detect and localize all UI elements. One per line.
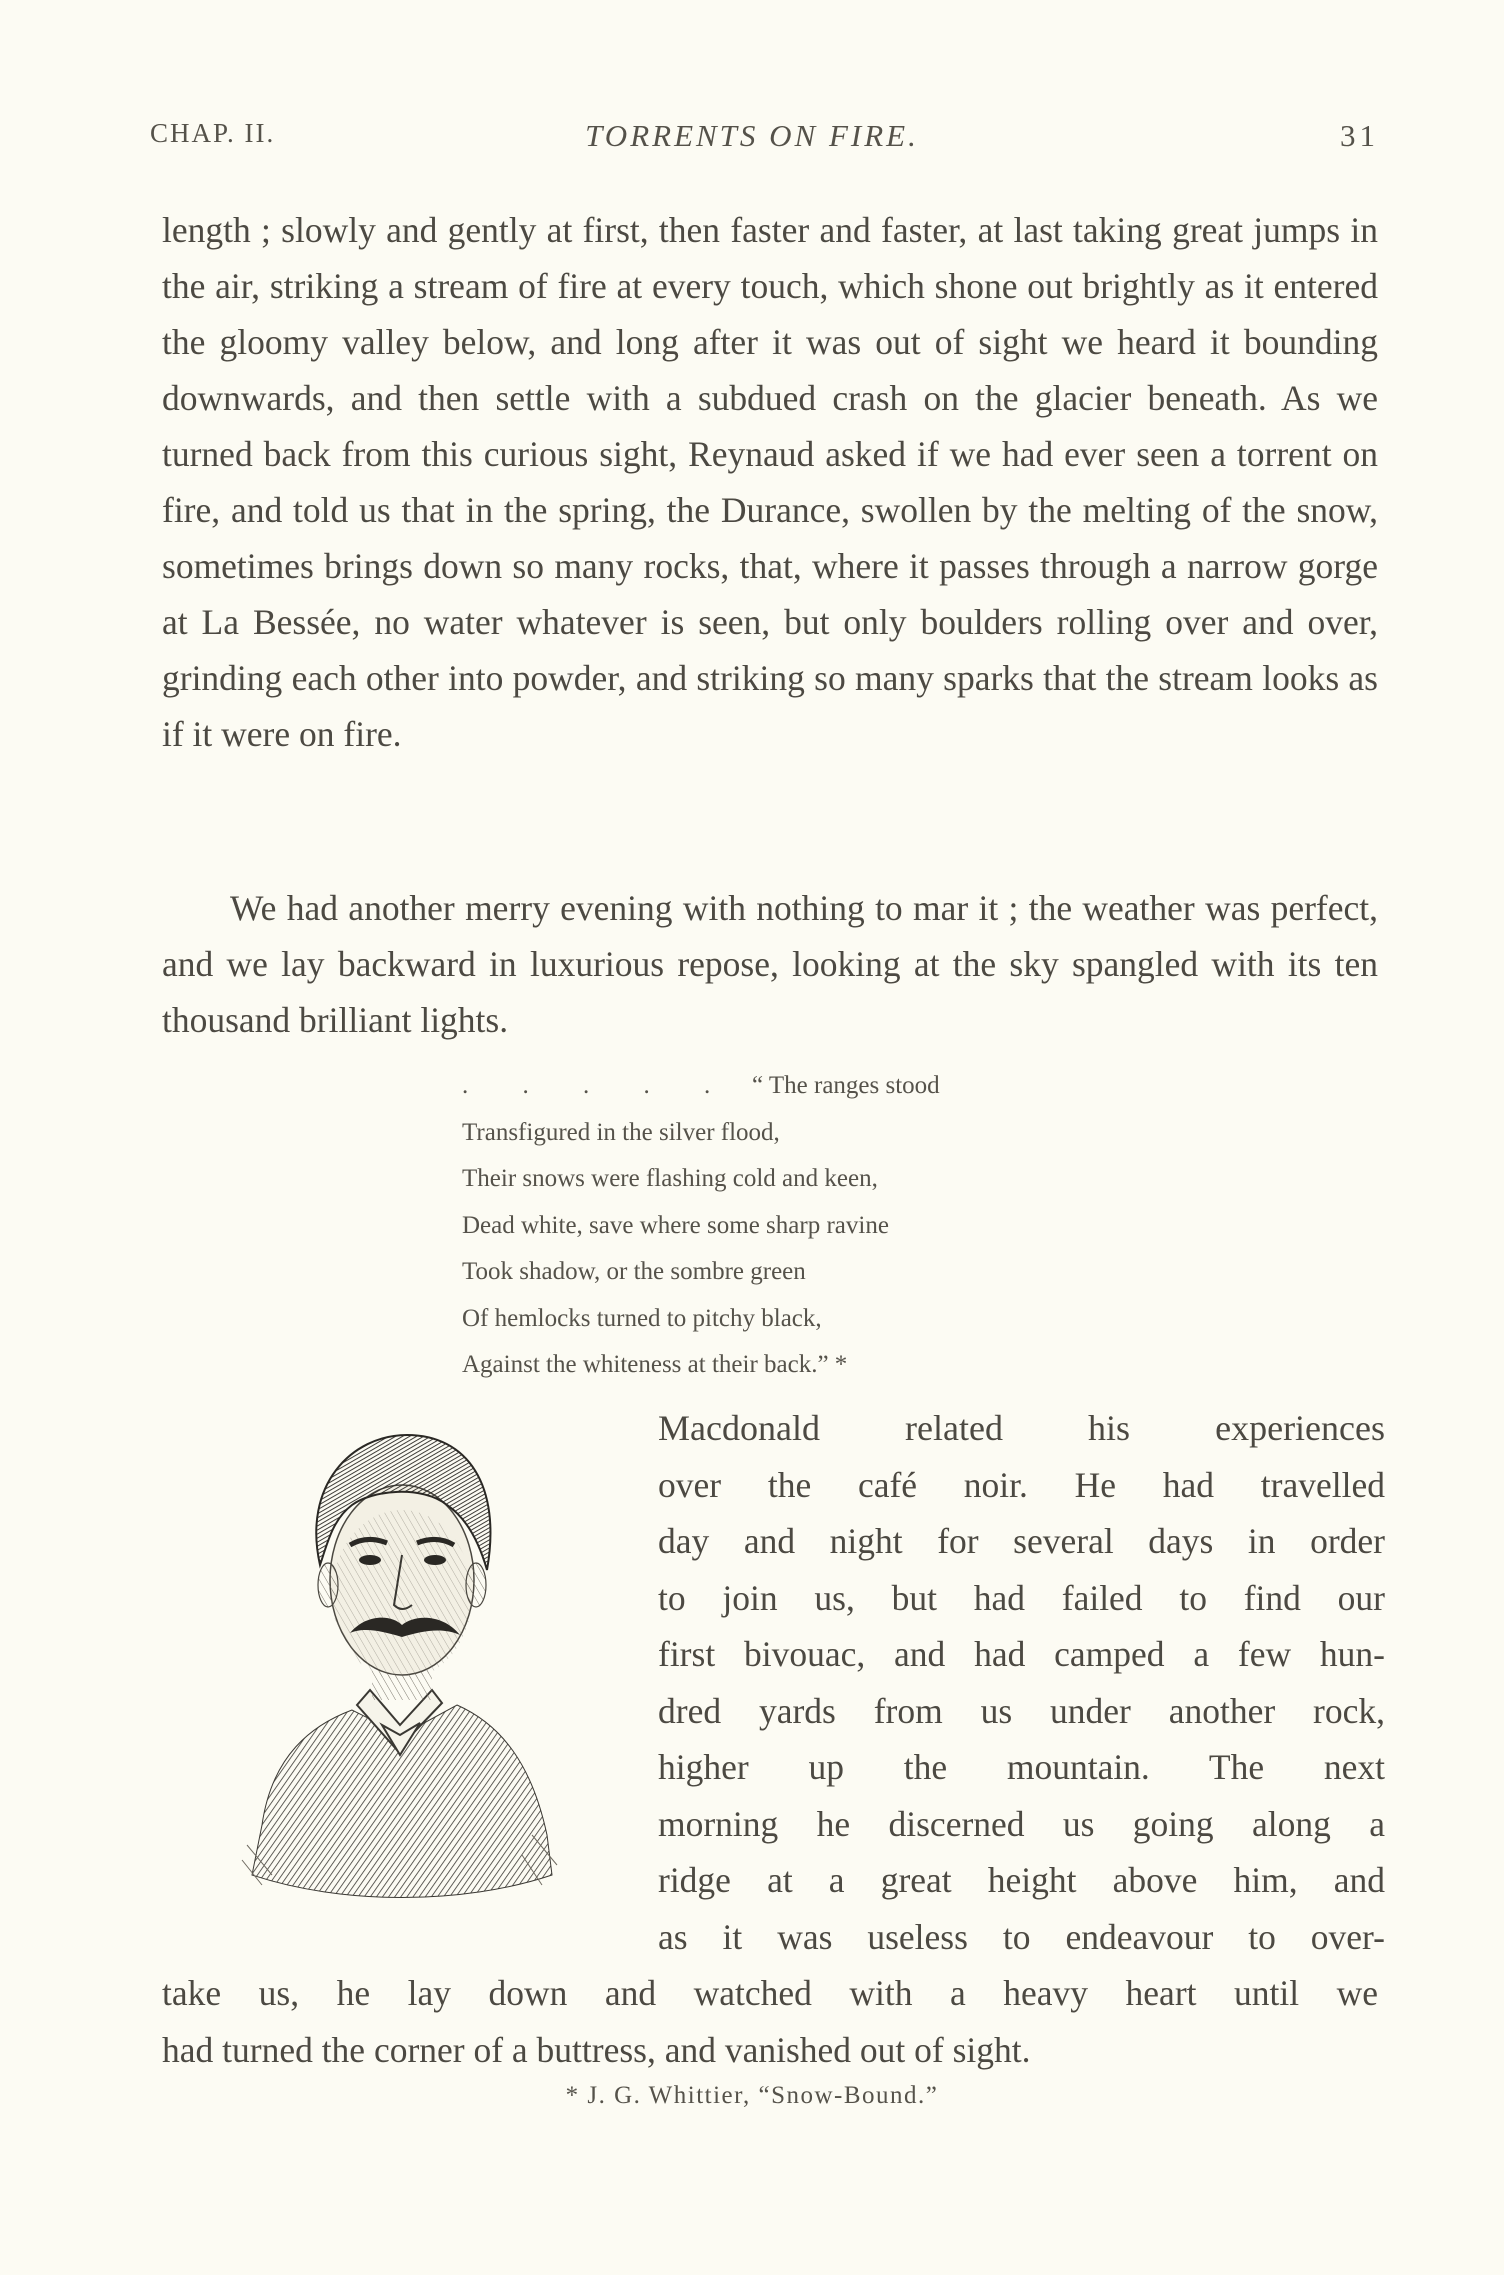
text-line: take us, he lay down and watched with a heavy heart until we <box>162 1973 1378 2013</box>
paragraph-text: length ; slowly and gently at first, then faster and faster, at last taking great jumps in the air, striking a stream of fire at every touch, which shone out brightly as it entered the gloomy valley below, and long after it was out of sight we heard it bounding downwards, and then settle with a subdued crash on the glacier beneath. As we turned back from this curious sight, Reynaud asked if we had ever seen a torrent on fire, and told us that in the spring, the Durance, swollen by the melting of the snow, sometimes brings down so many rocks, that, where it passes through a narrow gorge at La Bessée, no water whatever is seen, but only boulders rolling over and over, grinding each other into powder, and striking so many sparks that the stream looks as if it were on fire. <box>162 210 1378 754</box>
page-title: TORRENTS ON FIRE. <box>585 118 919 153</box>
poem-line: Their snows were flashing cold and keen, <box>462 1165 878 1192</box>
paragraph-text: We had another merry evening with nothing to mar it ; the weather was perfect, and we lay backward in luxurious repose, looking at the sky spangled with its ten thousand brilliant lights. <box>162 888 1378 1040</box>
text-line: day and night for several days in order <box>658 1521 1385 1561</box>
wrapped-paragraph <box>658 1400 1385 1965</box>
text-line: over the café noir. He had travelled <box>658 1464 1385 1505</box>
text-line: had turned the corner of a buttress, and vanished out of sight. <box>162 2029 1031 2070</box>
text-line: first bivouac, and had camped a few hun- <box>658 1634 1385 1674</box>
poem-line: Dead white, save where some sharp ravine <box>462 1211 889 1239</box>
portrait-engraving <box>232 1405 572 1925</box>
paragraph-2 <box>162 880 1378 1048</box>
poem-line-text: “ The ranges stood <box>752 1072 940 1099</box>
ellipsis-dots: . . . . . <box>462 1072 735 1099</box>
poem-line: Took shadow, or the sombre green <box>462 1258 806 1285</box>
text-line: to join us, but had failed to find our <box>658 1577 1385 1618</box>
text-line: higher up the mountain. The next <box>658 1747 1385 1787</box>
poem-quotation <box>462 1063 1162 1389</box>
text-line: Macdonald related his experiences <box>658 1408 1385 1448</box>
paragraph-continuation <box>162 1965 1378 2078</box>
paragraph-1 <box>162 202 1378 762</box>
text-line: dred yards from us under another rock, <box>658 1690 1385 1731</box>
footnote: * J. G. Whittier, “Snow-Bound.” <box>565 2082 939 2109</box>
text-line: ridge at a great height above him, and <box>658 1860 1385 1900</box>
text-line: as it was useless to endeavour to over- <box>658 1916 1385 1957</box>
poem-line: Of hemlocks turned to pitchy black, <box>462 1304 822 1332</box>
poem-line: Transfigured in the silver flood, <box>462 1118 780 1146</box>
poem-line <box>462 1063 1162 1110</box>
chapter-label: CHAP. II. <box>150 118 276 148</box>
poem-line: Against the whiteness at their back.” * <box>462 1351 848 1378</box>
page-number: 31 <box>1340 118 1379 153</box>
running-header <box>0 118 1504 158</box>
text-line: morning he discerned us going along a <box>658 1803 1385 1844</box>
